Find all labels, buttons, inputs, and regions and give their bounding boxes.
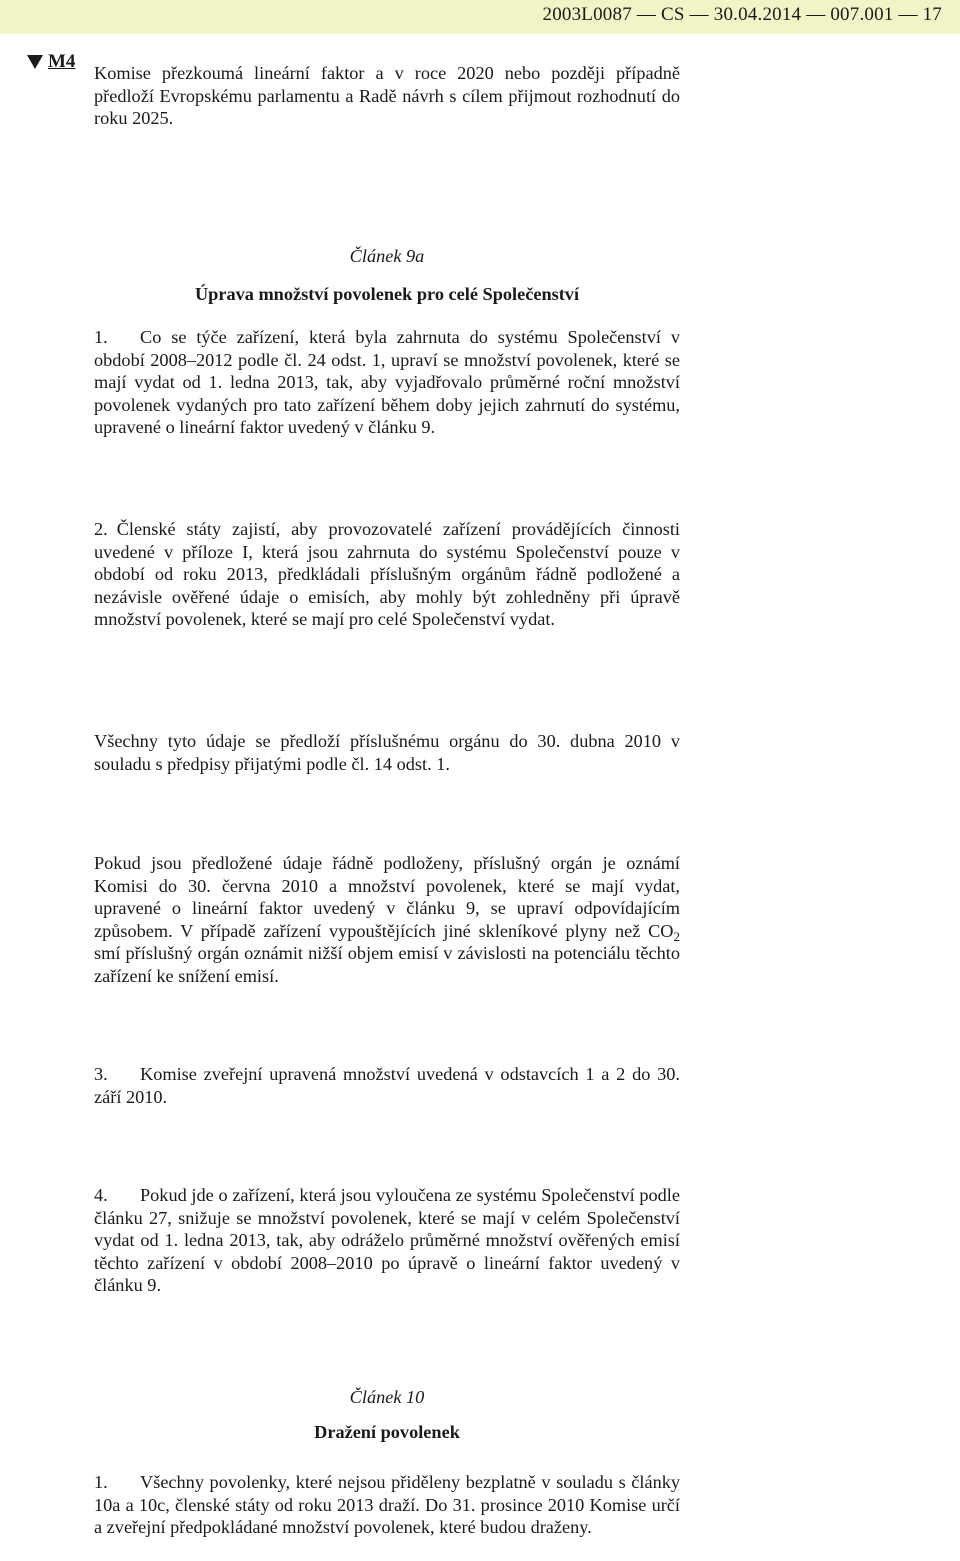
paragraph-number: 2. (94, 519, 108, 539)
paragraph-text-before: Pokud jsou předložené údaje řádně podloženy, příslušný orgán je oznámí Komisi do 30. června 2010 a množství povolenek, které se mají vydat, upravené o lineární faktor uvedený v článku 9, se upraví odpovídajícím způsobem. V případě zařízení vypouštějících jiné skleníkové plyny než CO (94, 853, 680, 941)
document-header (0, 0, 960, 34)
paragraph-text: Co se týče zařízení, která byla zahrnuta do systému Společenství v období 2008–2012 podle čl. 24 odst. 1, upraví se množství povolenek, které se mají vydat od 1. ledna 2013, tak, aby vyjadřovalo průměrné roční množství povolenek vydaných pro tato zařízení během doby jejich zahrnutí do systému, upravené o lineární faktor uvedený v článku 9. (94, 327, 680, 437)
paragraph-number: 4. (94, 1185, 108, 1205)
document-reference: 2003L0087 — CS — 30.04.2014 — 007.001 — 17 (542, 4, 942, 25)
subscript: 2 (673, 928, 680, 944)
article-9a-paragraph-4 (94, 1184, 680, 1297)
amendment-marker (27, 51, 75, 73)
paragraph-text: Komise zveřejní upravená množství uvedená v odstavcích 1 a 2 do 30. září 2010. (94, 1064, 680, 1107)
article-9a-paragraph-2-sub-b: Všechny tyto údaje se předloží příslušnému orgánu do 30. dubna 2010 v souladu s předpisy přijatými podle čl. 14 odst. 1. (94, 731, 680, 774)
paragraph-number: 1. (94, 327, 108, 347)
article-9a-paragraph-2-sub-c (94, 852, 680, 987)
paragraph-number: 3. (94, 1064, 108, 1084)
article-9a-heading: Úprava množství povolenek pro celé Společenství (194, 284, 580, 304)
article-9a-paragraph-3 (94, 1063, 680, 1108)
intro-paragraph: Komise přezkoumá lineární faktor a v roce 2020 nebo později případně předloží Evropskému parlamentu a Radě návrh s cílem přijmout rozhodnutí do roku 2025. (94, 63, 680, 128)
paragraph-number: 1. (94, 1472, 108, 1492)
paragraph-text: Pokud jde o zařízení, která jsou vyloučena ze systému Společenství podle článku 27, snižuje se množství povolenek, které se mají v celém Společenství vydat od 1. ledna 2013, tak, aby odráželo průměrné množství ověřených emisí těchto zařízení v období 2008–2010 po úpravě o lineární faktor uvedený v článku 9. (94, 1185, 680, 1295)
paragraph-text: Všechny povolenky, které nejsou přiděleny bezplatně v souladu s články 10a a 10c, členské státy od roku 2013 draží. Do 31. prosince 2010 Komise určí a zveřejní předpokládané množství povolenek, které budou draženy. (94, 1472, 680, 1537)
amendment-code: M4 (48, 51, 76, 72)
article-9a-title: Článek 9a (349, 246, 425, 266)
article-9a-paragraph-1 (94, 326, 680, 439)
article-9a-paragraph-2 (94, 518, 680, 631)
paragraph-text-after: smí příslušný orgán oznámit nižší objem emisí v závislosti na potenciálu těchto zařízení ke snížení emisí. (94, 943, 680, 986)
article-10-title: Článek 10 (349, 1387, 425, 1407)
article-10-paragraph-1 (94, 1471, 680, 1539)
paragraph-text: Členské státy zajistí, aby provozovatelé zařízení provádějících činnosti uvedené v příloze I, která jsou zahrnuta do systému Společenství pouze v období od roku 2013, předkládali příslušným orgánům řádně podložené a nezávisle ověřené údaje o emisích, aby mohly být zohledněny při úpravě množství povolenek, které se mají pro celé Společenství vydat. (94, 519, 680, 629)
article-10-heading: Dražení povolenek (314, 1422, 460, 1442)
triangle-down-icon (27, 55, 43, 69)
